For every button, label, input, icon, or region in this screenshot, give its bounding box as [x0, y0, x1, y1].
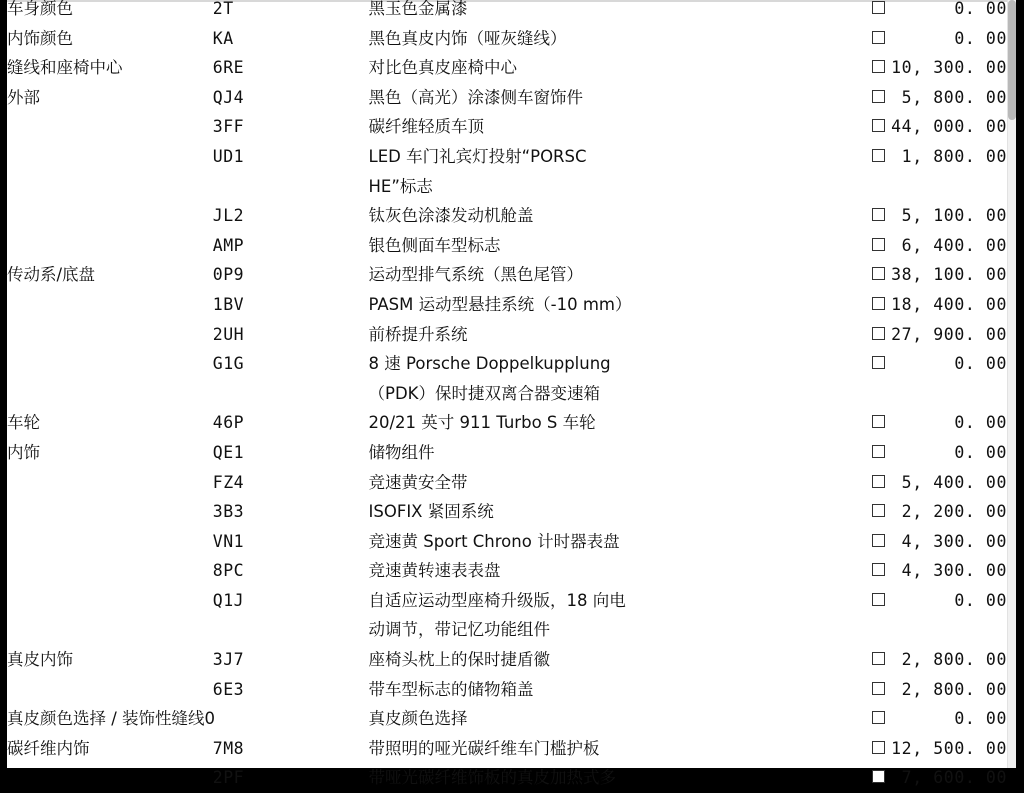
- checkbox-icon[interactable]: [872, 356, 885, 369]
- option-checkbox-cell[interactable]: [849, 527, 885, 557]
- option-description-line1: 黑色（高光）涂漆侧车窗饰件: [368, 87, 583, 107]
- table-row: [7, 763, 1007, 793]
- option-price: 5, 800. 00: [901, 87, 1007, 107]
- table-row: [7, 586, 1007, 645]
- option-price: 0. 00: [954, 442, 1007, 462]
- option-code: FZ4: [212, 472, 245, 492]
- option-price: 0. 00: [954, 709, 1007, 729]
- option-checkbox-cell[interactable]: [849, 438, 885, 468]
- option-category: [7, 527, 213, 557]
- option-checkbox-cell[interactable]: [849, 408, 885, 438]
- option-price: 5, 400. 00: [901, 472, 1007, 492]
- option-category: [7, 290, 213, 320]
- option-price: 0. 00: [954, 0, 1007, 18]
- option-description: [369, 53, 850, 83]
- table-row: [7, 704, 1007, 734]
- option-description-line1: 带照明的哑光碳纤维车门槛护板: [368, 738, 600, 758]
- option-description: [369, 645, 850, 675]
- checkbox-icon[interactable]: [872, 741, 885, 754]
- option-description-line1: 座椅头枕上的保时捷盾徽: [368, 650, 550, 670]
- checkbox-icon[interactable]: [872, 90, 885, 103]
- checkbox-icon[interactable]: [872, 770, 885, 783]
- option-description-line1: 8 速 Porsche Doppelkupplung: [368, 354, 611, 374]
- option-description-line1: LED 车门礼宾灯投射“PORSC: [368, 146, 587, 166]
- checkbox-icon[interactable]: [872, 445, 885, 458]
- option-category: 内饰: [7, 442, 40, 462]
- option-description-line1: PASM 运动型悬挂系统（-10 mm）: [368, 294, 632, 314]
- option-description: [369, 83, 850, 113]
- option-code: 3B3: [212, 502, 245, 522]
- option-price: 12, 500. 00: [891, 738, 1007, 758]
- option-code: 6E3: [212, 679, 245, 699]
- option-price: 0. 00: [954, 354, 1007, 374]
- option-price: 10, 300. 00: [891, 58, 1007, 78]
- option-category: [7, 556, 213, 586]
- option-category: [7, 112, 213, 142]
- option-checkbox-cell[interactable]: [849, 231, 885, 261]
- checkbox-icon[interactable]: [872, 682, 885, 695]
- option-code: 0P9: [212, 265, 245, 285]
- table-row: [7, 112, 1007, 142]
- option-checkbox-cell[interactable]: [849, 675, 885, 705]
- option-checkbox-cell[interactable]: [849, 734, 885, 764]
- option-category: [7, 142, 213, 201]
- option-description-line1: 真皮颜色选择: [368, 709, 468, 729]
- option-category: 外部: [7, 87, 40, 107]
- option-code: 3J7: [212, 650, 245, 670]
- option-description: [369, 468, 850, 498]
- option-description: [369, 675, 850, 705]
- option-category: [7, 497, 213, 527]
- checkbox-icon[interactable]: [872, 1, 885, 14]
- options-table: [7, 0, 1007, 793]
- table-row: [7, 320, 1007, 350]
- checkbox-icon[interactable]: [872, 475, 885, 488]
- option-description: [369, 408, 850, 438]
- table-row: [7, 468, 1007, 498]
- option-price: 4, 300. 00: [901, 531, 1007, 551]
- table-row: [7, 349, 1007, 408]
- option-code: [213, 704, 369, 734]
- option-description: [369, 260, 850, 290]
- checkbox-icon[interactable]: [872, 711, 885, 724]
- option-code: G1G: [212, 354, 245, 374]
- option-code: 7M8: [212, 738, 245, 758]
- option-checkbox-cell[interactable]: [849, 24, 885, 54]
- right-gutter: [1016, 0, 1024, 768]
- option-category: 碳纤维内饰: [7, 738, 90, 758]
- option-checkbox-cell[interactable]: [849, 468, 885, 498]
- option-code: JL2: [212, 206, 245, 226]
- option-price: 2, 200. 00: [901, 502, 1007, 522]
- option-price: 2, 800. 00: [901, 650, 1007, 670]
- checkbox-icon[interactable]: [872, 60, 885, 73]
- option-checkbox-cell[interactable]: [849, 0, 885, 24]
- checkbox-icon[interactable]: [872, 327, 885, 340]
- option-description-line1: ISOFIX 紧固系统: [368, 502, 494, 522]
- option-checkbox-cell[interactable]: [849, 142, 885, 201]
- option-description: [369, 704, 850, 734]
- option-description-line1: 碳纤维轻质车顶: [368, 117, 484, 137]
- option-checkbox-cell[interactable]: [849, 349, 885, 408]
- checkbox-icon[interactable]: [872, 534, 885, 547]
- option-description: [369, 142, 850, 201]
- option-code: 2T: [212, 0, 234, 18]
- option-price: 38, 100. 00: [891, 265, 1007, 285]
- option-category: [7, 675, 213, 705]
- checkbox-icon[interactable]: [872, 593, 885, 606]
- option-description: [369, 201, 850, 231]
- option-price: 44, 000. 00: [891, 117, 1007, 137]
- table-row: [7, 0, 1007, 24]
- option-description: [369, 24, 850, 54]
- option-category: [7, 468, 213, 498]
- option-checkbox-cell[interactable]: [849, 53, 885, 83]
- option-price: 1, 800. 00: [901, 146, 1007, 166]
- table-row: [7, 231, 1007, 261]
- option-code: VN1: [212, 531, 245, 551]
- option-price: 4, 300. 00: [901, 561, 1007, 581]
- table-row: [7, 675, 1007, 705]
- table-row: [7, 24, 1007, 54]
- option-category: 传动系/底盘: [7, 265, 96, 285]
- checkbox-icon[interactable]: [872, 238, 885, 251]
- option-checkbox-cell[interactable]: [849, 112, 885, 142]
- option-description: [369, 231, 850, 261]
- option-category: 车轮: [7, 413, 40, 433]
- option-code: 8PC: [212, 561, 245, 581]
- option-price: 18, 400. 00: [891, 294, 1007, 314]
- checkbox-icon[interactable]: [872, 149, 885, 162]
- option-category: 车身颜色: [7, 0, 73, 18]
- option-description-line1: 运动型排气系统（黑色尾管）: [368, 265, 583, 285]
- option-description-line1: 竞速黄安全带: [368, 472, 468, 492]
- option-checkbox-cell[interactable]: [849, 704, 885, 734]
- option-price: 7, 600. 00: [901, 768, 1007, 788]
- option-description-line1: 银色侧面车型标志: [368, 235, 501, 255]
- checkbox-icon[interactable]: [872, 208, 885, 221]
- checkbox-icon[interactable]: [872, 119, 885, 132]
- option-description-line1: 带车型标志的储物箱盖: [368, 679, 534, 699]
- option-description: [369, 497, 850, 527]
- table-row: [7, 527, 1007, 557]
- option-description-line1: 前桥提升系统: [368, 324, 468, 344]
- option-code: AMP: [212, 235, 245, 255]
- checkbox-icon[interactable]: [872, 267, 885, 280]
- option-checkbox-cell[interactable]: [849, 320, 885, 350]
- option-code: 2PF: [212, 768, 245, 788]
- option-description: [369, 0, 850, 24]
- option-description: [369, 290, 850, 320]
- option-category: [7, 320, 213, 350]
- option-checkbox-cell[interactable]: [849, 556, 885, 586]
- option-category: [7, 586, 213, 645]
- option-code: QJ4: [212, 87, 245, 107]
- table-row: [7, 142, 1007, 201]
- option-description-line1: 黑色真皮内饰（哑灰缝线）: [368, 28, 567, 48]
- table-row: [7, 645, 1007, 675]
- option-code: UD1: [212, 146, 245, 166]
- option-code: 3FF: [212, 117, 245, 137]
- option-code: 6RE: [212, 58, 245, 78]
- option-checkbox-cell[interactable]: [849, 83, 885, 113]
- scrollbar-thumb[interactable]: [1008, 0, 1016, 120]
- checkbox-icon[interactable]: [872, 652, 885, 665]
- option-code: KA: [212, 28, 234, 48]
- option-description-line2: HE”标志: [368, 176, 433, 196]
- table-row: [7, 497, 1007, 527]
- option-checkbox-cell[interactable]: [849, 201, 885, 231]
- option-category: 真皮颜色选择 / 装饰性缝线0: [7, 709, 216, 729]
- option-price: 5, 100. 00: [901, 206, 1007, 226]
- option-description: [369, 320, 850, 350]
- option-price: 0. 00: [954, 413, 1007, 433]
- table-row: [7, 53, 1007, 83]
- table-row: [7, 260, 1007, 290]
- checkbox-icon[interactable]: [872, 504, 885, 517]
- option-description: [369, 734, 850, 764]
- option-description-line1: 对比色真皮座椅中心: [368, 58, 517, 78]
- option-category: [7, 201, 213, 231]
- option-checkbox-cell[interactable]: [849, 260, 885, 290]
- option-description-line1: 竞速黄转速表表盘: [368, 561, 501, 581]
- table-row: [7, 556, 1007, 586]
- option-checkbox-cell[interactable]: [849, 586, 885, 645]
- table-row: [7, 290, 1007, 320]
- table-row: [7, 201, 1007, 231]
- option-description: [369, 556, 850, 586]
- option-checkbox-cell[interactable]: [849, 645, 885, 675]
- option-category: [7, 763, 213, 793]
- table-row: [7, 408, 1007, 438]
- option-description: [369, 527, 850, 557]
- option-category: 真皮内饰: [7, 650, 73, 670]
- option-category: [7, 349, 213, 408]
- option-code: QE1: [212, 442, 245, 462]
- checkbox-icon[interactable]: [872, 415, 885, 428]
- option-description: [369, 763, 850, 793]
- option-price: 6, 400. 00: [901, 235, 1007, 255]
- option-code: 2UH: [212, 324, 245, 344]
- option-description: [369, 438, 850, 468]
- left-gutter: [0, 0, 7, 768]
- option-description-line1: 钛灰色涂漆发动机舱盖: [368, 206, 534, 226]
- option-code: Q1J: [212, 590, 245, 610]
- option-description-line1: 自适应运动型座椅升级版，18 向电: [368, 590, 626, 610]
- option-code: 1BV: [212, 294, 245, 314]
- option-description: [369, 586, 850, 645]
- checkbox-icon[interactable]: [872, 31, 885, 44]
- option-price: 27, 900. 00: [891, 324, 1007, 344]
- option-description: [369, 349, 850, 408]
- checkbox-icon[interactable]: [872, 563, 885, 576]
- option-checkbox-cell[interactable]: [849, 763, 885, 793]
- option-category: 缝线和座椅中心: [7, 58, 123, 78]
- option-description-line1: 储物组件: [368, 442, 435, 462]
- option-description-line2: 动调节，带记忆功能组件: [368, 620, 550, 640]
- option-description-line1: 20/21 英寸 911 Turbo S 车轮: [368, 413, 596, 433]
- option-description-line1: 黑玉色金属漆: [368, 0, 468, 18]
- table-row: [7, 83, 1007, 113]
- option-price: 0. 00: [954, 590, 1007, 610]
- option-checkbox-cell[interactable]: [849, 290, 885, 320]
- option-checkbox-cell[interactable]: [849, 497, 885, 527]
- option-price: 0. 00: [954, 28, 1007, 48]
- option-description-line1: 带哑光碳纤维饰板的真皮加热式多: [368, 768, 616, 788]
- table-row: [7, 438, 1007, 468]
- option-description: [369, 112, 850, 142]
- option-description-line2: （PDK）保时捷双离合器变速箱: [368, 383, 600, 403]
- checkbox-icon[interactable]: [872, 297, 885, 310]
- option-code: 46P: [212, 413, 245, 433]
- option-category: [7, 231, 213, 261]
- option-description-line1: 竞速黄 Sport Chrono 计时器表盘: [368, 531, 620, 551]
- table-row: [7, 734, 1007, 764]
- option-price: 2, 800. 00: [901, 679, 1007, 699]
- option-category: 内饰颜色: [7, 28, 73, 48]
